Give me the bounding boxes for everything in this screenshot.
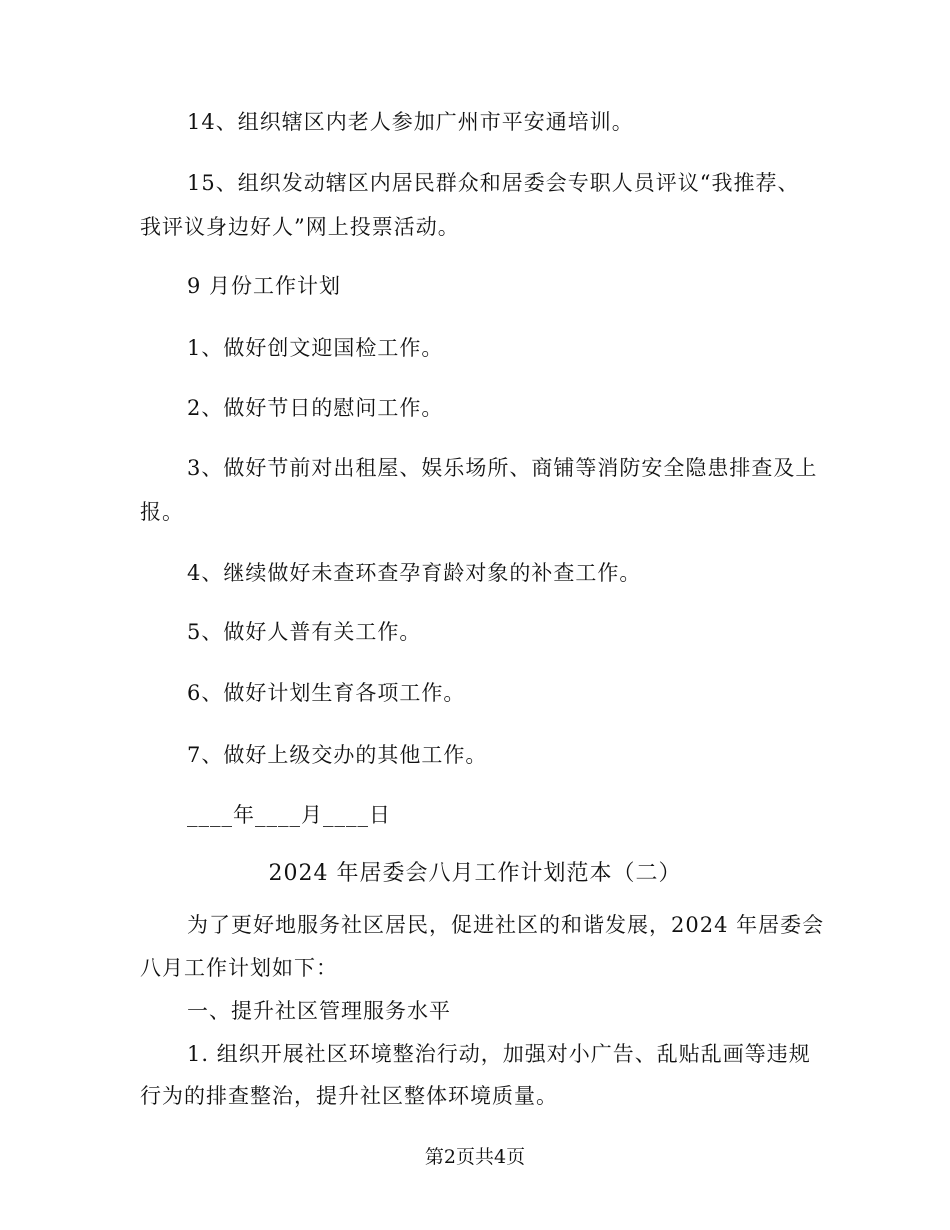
section-1-item-1: 1. 组织开展社区环境整治行动，加强对小广告、乱贴乱画等违规 [187, 1042, 811, 1066]
plan-item-7: 7、做好上级交办的其他工作。 [187, 743, 488, 767]
section-heading-1: 一、提升社区管理服务水平 [187, 999, 451, 1023]
plan-item-6: 6、做好计划生育各项工作。 [187, 681, 466, 705]
plan-item-3: 3、做好节前对出租屋、娱乐场所、商铺等消防安全隐患排查及上 [187, 456, 818, 480]
intro-paragraph-continued: 八月工作计划如下： [140, 956, 338, 980]
plan-item-2: 2、做好节日的慰问工作。 [187, 396, 444, 420]
paragraph-item-14: 14、组织辖区内老人参加广州市平安通培训。 [187, 110, 634, 134]
page-number-footer: 第2页共4页 [424, 1146, 526, 1168]
paragraph-item-15: 15、组织发动辖区内居民群众和居委会专职人员评议“我推荐、 [187, 171, 800, 195]
plan-item-3-continued: 报。 [140, 500, 184, 524]
document-title: 2024 年居委会八月工作计划范本（二） [268, 861, 682, 886]
plan-item-5: 5、做好人普有关工作。 [187, 620, 422, 644]
section-1-item-1-continued: 行为的排查整治，提升社区整体环境质量。 [140, 1084, 558, 1108]
paragraph-item-15-continued: 我评议身边好人”网上投票活动。 [140, 215, 460, 239]
plan-item-4: 4、继续做好未查环查孕育龄对象的补查工作。 [187, 561, 642, 585]
intro-paragraph: 为了更好地服务社区居民，促进社区的和谐发展，2024 年居委会 [187, 913, 825, 937]
section-heading-september-plan: 9 月份工作计划 [187, 274, 342, 298]
plan-item-1: 1、做好创文迎国检工作。 [187, 336, 444, 360]
date-blank-line: ____年____月____日 [187, 803, 391, 827]
